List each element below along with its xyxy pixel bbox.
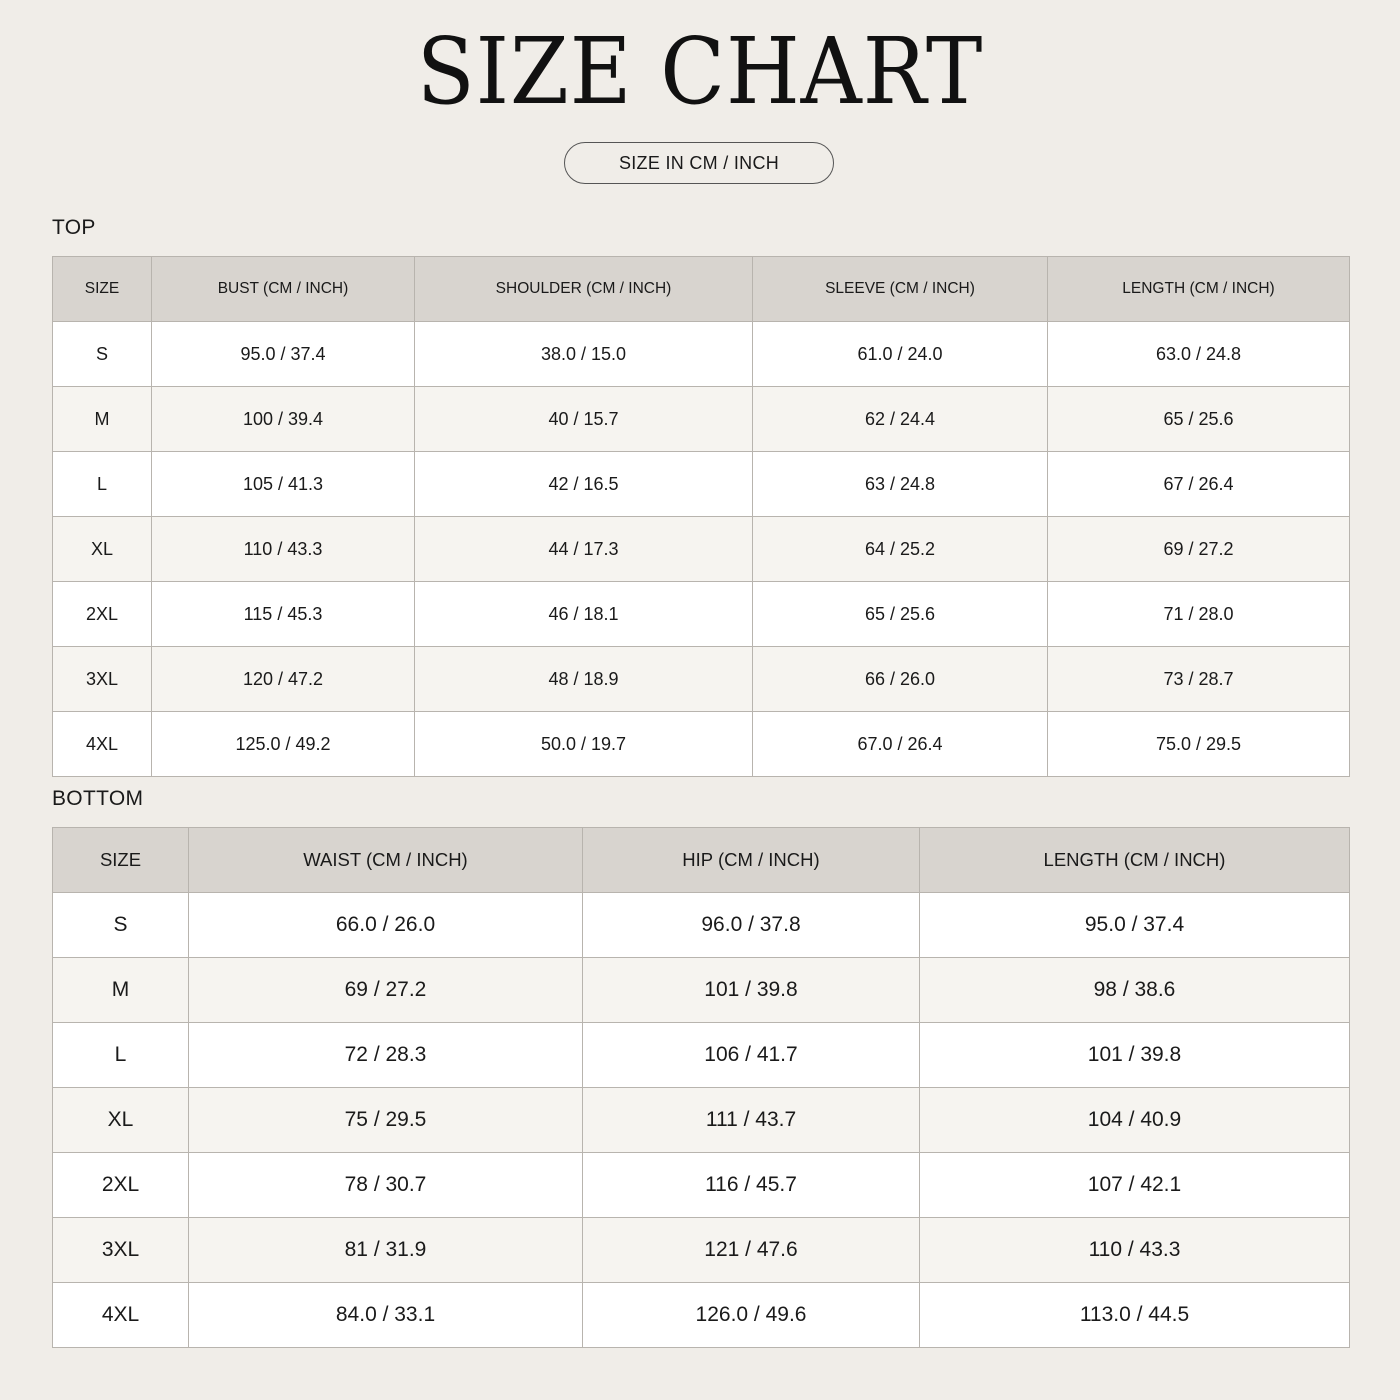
measurement-cell: 75 / 29.5	[189, 1088, 583, 1153]
measurement-cell: 67.0 / 26.4	[753, 712, 1048, 777]
measurement-cell: 84.0 / 33.1	[189, 1283, 583, 1348]
table-row	[53, 712, 1350, 777]
top-column-header: SHOULDER (CM / INCH)	[415, 257, 753, 322]
measurement-cell: 96.0 / 37.8	[583, 893, 920, 958]
table-row	[53, 958, 1350, 1023]
bottom-column-header: HIP (CM / INCH)	[583, 828, 920, 893]
unit-badge: SIZE IN CM / INCH	[564, 142, 834, 184]
size-cell: S	[53, 322, 152, 387]
top-column-header: SLEEVE (CM / INCH)	[753, 257, 1048, 322]
section-label-top: TOP	[52, 216, 96, 239]
measurement-cell: 110 / 43.3	[152, 517, 415, 582]
table-row	[53, 1088, 1350, 1153]
measurement-cell: 73 / 28.7	[1048, 647, 1350, 712]
table-row	[53, 517, 1350, 582]
size-cell: 3XL	[53, 1218, 189, 1283]
measurement-cell: 63.0 / 24.8	[1048, 322, 1350, 387]
measurement-cell: 125.0 / 49.2	[152, 712, 415, 777]
top-size-table	[52, 256, 1350, 777]
measurement-cell: 115 / 45.3	[152, 582, 415, 647]
measurement-cell: 105 / 41.3	[152, 452, 415, 517]
bottom-header-row	[53, 828, 1350, 893]
size-cell: L	[53, 1023, 189, 1088]
measurement-cell: 67 / 26.4	[1048, 452, 1350, 517]
bottom-column-header: SIZE	[53, 828, 189, 893]
measurement-cell: 64 / 25.2	[753, 517, 1048, 582]
measurement-cell: 66.0 / 26.0	[189, 893, 583, 958]
measurement-cell: 106 / 41.7	[583, 1023, 920, 1088]
measurement-cell: 81 / 31.9	[189, 1218, 583, 1283]
table-row	[53, 582, 1350, 647]
section-label-bottom: BOTTOM	[52, 787, 144, 810]
table-row	[53, 647, 1350, 712]
measurement-cell: 95.0 / 37.4	[920, 893, 1350, 958]
size-cell: 4XL	[53, 1283, 189, 1348]
size-cell: XL	[53, 517, 152, 582]
size-cell: 4XL	[53, 712, 152, 777]
table-row	[53, 322, 1350, 387]
size-cell: L	[53, 452, 152, 517]
measurement-cell: 65 / 25.6	[1048, 387, 1350, 452]
top-column-header: LENGTH (CM / INCH)	[1048, 257, 1350, 322]
top-header-row	[53, 257, 1350, 322]
measurement-cell: 62 / 24.4	[753, 387, 1048, 452]
bottom-size-table	[52, 827, 1350, 1348]
measurement-cell: 120 / 47.2	[152, 647, 415, 712]
measurement-cell: 95.0 / 37.4	[152, 322, 415, 387]
measurement-cell: 126.0 / 49.6	[583, 1283, 920, 1348]
measurement-cell: 110 / 43.3	[920, 1218, 1350, 1283]
measurement-cell: 78 / 30.7	[189, 1153, 583, 1218]
measurement-cell: 113.0 / 44.5	[920, 1283, 1350, 1348]
bottom-column-header: WAIST (CM / INCH)	[189, 828, 583, 893]
table-row	[53, 452, 1350, 517]
measurement-cell: 101 / 39.8	[583, 958, 920, 1023]
table-row	[53, 1283, 1350, 1348]
measurement-cell: 69 / 27.2	[1048, 517, 1350, 582]
measurement-cell: 98 / 38.6	[920, 958, 1350, 1023]
measurement-cell: 38.0 / 15.0	[415, 322, 753, 387]
table-row	[53, 1153, 1350, 1218]
size-cell: 2XL	[53, 582, 152, 647]
measurement-cell: 42 / 16.5	[415, 452, 753, 517]
measurement-cell: 107 / 42.1	[920, 1153, 1350, 1218]
page-title: SIZE CHART	[416, 18, 984, 125]
table-row	[53, 1023, 1350, 1088]
measurement-cell: 101 / 39.8	[920, 1023, 1350, 1088]
size-cell: 2XL	[53, 1153, 189, 1218]
measurement-cell: 121 / 47.6	[583, 1218, 920, 1283]
size-cell: M	[53, 387, 152, 452]
measurement-cell: 40 / 15.7	[415, 387, 753, 452]
measurement-cell: 104 / 40.9	[920, 1088, 1350, 1153]
measurement-cell: 116 / 45.7	[583, 1153, 920, 1218]
measurement-cell: 100 / 39.4	[152, 387, 415, 452]
measurement-cell: 71 / 28.0	[1048, 582, 1350, 647]
bottom-column-header: LENGTH (CM / INCH)	[920, 828, 1350, 893]
measurement-cell: 75.0 / 29.5	[1048, 712, 1350, 777]
top-column-header: BUST (CM / INCH)	[152, 257, 415, 322]
table-row	[53, 1218, 1350, 1283]
table-row	[53, 387, 1350, 452]
measurement-cell: 50.0 / 19.7	[415, 712, 753, 777]
measurement-cell: 111 / 43.7	[583, 1088, 920, 1153]
measurement-cell: 66 / 26.0	[753, 647, 1048, 712]
measurement-cell: 46 / 18.1	[415, 582, 753, 647]
measurement-cell: 61.0 / 24.0	[753, 322, 1048, 387]
top-column-header: SIZE	[53, 257, 152, 322]
measurement-cell: 44 / 17.3	[415, 517, 753, 582]
size-cell: 3XL	[53, 647, 152, 712]
measurement-cell: 65 / 25.6	[753, 582, 1048, 647]
measurement-cell: 72 / 28.3	[189, 1023, 583, 1088]
measurement-cell: 69 / 27.2	[189, 958, 583, 1023]
measurement-cell: 48 / 18.9	[415, 647, 753, 712]
size-cell: M	[53, 958, 189, 1023]
measurement-cell: 63 / 24.8	[753, 452, 1048, 517]
table-row	[53, 893, 1350, 958]
size-cell: XL	[53, 1088, 189, 1153]
size-cell: S	[53, 893, 189, 958]
